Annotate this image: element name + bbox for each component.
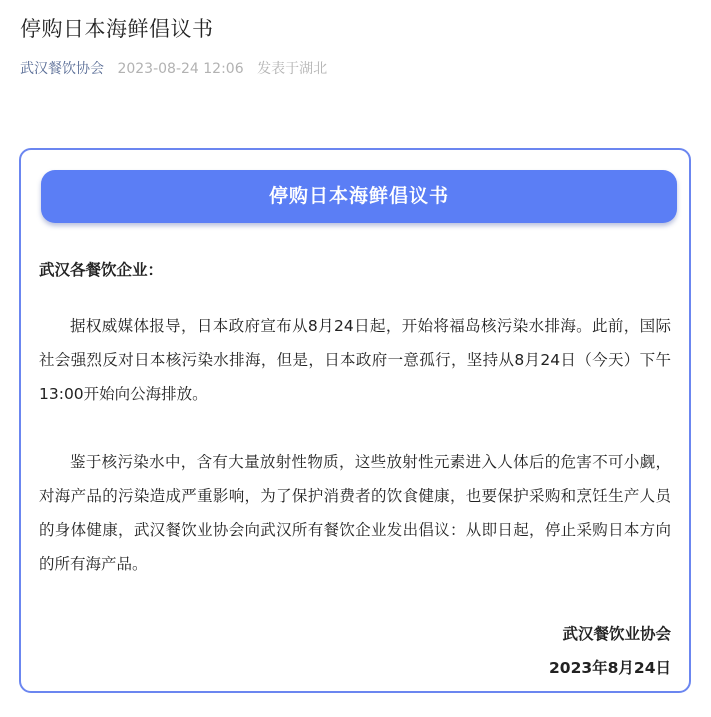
salutation: 武汉各餐饮企业： [39,261,164,279]
body-paragraph-1: 据权威媒体报导，日本政府宣布从8月24日起，开始将福岛核污染水排海。此前，国际社会强烈反对日本核污染水排海，但是，日本政府一意孤行，坚持从8月24日（今天）下午13:00开始向公海排放。 [39,317,671,403]
publish-location: 发表于湖北 [257,61,328,77]
signature-date: 2023年8月24日 [549,659,671,677]
article-meta [20,58,327,80]
signature-block [549,617,671,685]
body-paragraph-2: 鉴于核污染水中，含有大量放射性物质，这些放射性元素进入人体后的危害不可小觑，对海产品的污染造成严重影响，为了保护消费者的饮食健康，也要保护采购和烹饪生产人员的身体健康，武汉餐饮业协会向武汉所有餐饮企业发出倡议：从即日起，停止采购日本方向的所有海产品。 [39,453,671,573]
signature-org: 武汉餐饮业协会 [562,625,671,643]
proposal-card [19,148,691,693]
publish-time: 2023-08-24 12:06 [117,61,244,77]
article-title: 停购日本海鲜倡议书 [20,17,214,41]
proposal-banner-title: 停购日本海鲜倡议书 [41,170,677,223]
author-link[interactable]: 武汉餐饮协会 [20,61,104,77]
